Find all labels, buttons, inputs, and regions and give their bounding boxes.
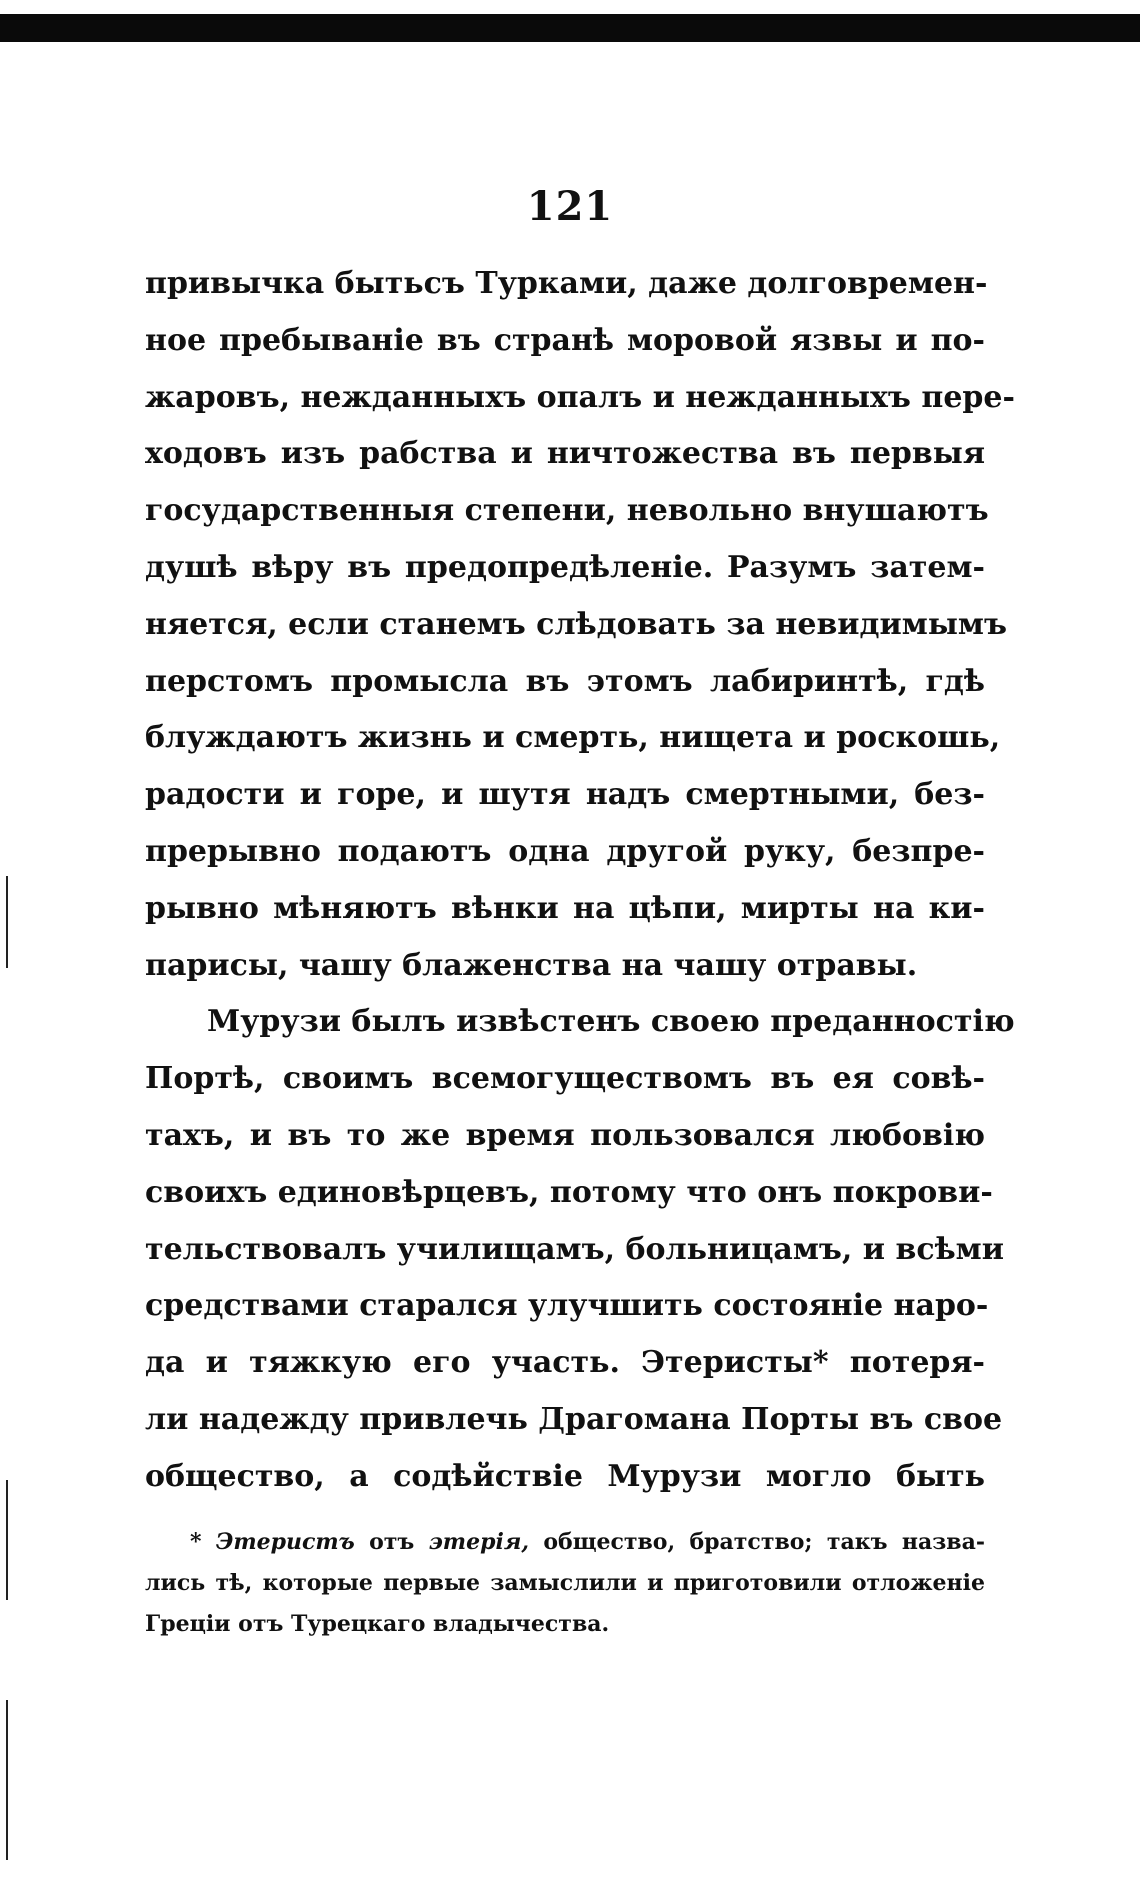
text-line: жаровъ, нежданныхъ опалъ и нежданныхъ пере-: [145, 379, 1015, 415]
text-line: да и тяжкую его участь. Этеристы* потеря-: [145, 1345, 985, 1381]
text-line: ли надежду привлечь Драгомана Порты въ свое: [145, 1401, 1003, 1437]
text-line: няется, если станемъ слѣдовать за невидимымъ: [145, 606, 1007, 642]
text-line: ходовъ изъ рабства и ничтожества въ первыя: [145, 436, 985, 472]
margin-scan-mark: [6, 876, 8, 968]
text-line: тельствовалъ училищамъ, больницамъ, и всѣми: [145, 1231, 1004, 1267]
margin-scan-mark: [6, 1480, 8, 1600]
text-line: Мурузи былъ извѣстенъ своею преданностію: [207, 1004, 1015, 1040]
text-line: рывно мѣняютъ вѣнки на цѣпи, мирты на ки-: [145, 890, 985, 926]
text-line: радости и горе, и шутя надъ смертными, без-: [145, 777, 985, 813]
text-line: средствами старался улучшить состояніе наро-: [145, 1288, 989, 1324]
footnote-term: Этеристъ: [215, 1529, 355, 1555]
margin-scan-mark: [6, 1700, 8, 1860]
body-text: [145, 256, 1015, 1506]
footnote-definition: общество, братство; такъ назва-: [543, 1529, 985, 1555]
footnote-line: [145, 1522, 985, 1563]
footnote: [145, 1522, 985, 1645]
footnote-line: лись тѣ, которые первые замыслили и приготовили отложеніе: [145, 1570, 985, 1596]
footnote-line: Греціи отъ Турецкаго владычества.: [145, 1611, 610, 1637]
text-line: блуждаютъ жизнь и смерть, нищета и роскошь,: [145, 720, 1001, 756]
text-line: тахъ, и въ то же время пользовался любовію: [145, 1117, 985, 1153]
text-line: парисы, чашу блаженства на чашу отравы.: [145, 947, 918, 983]
text-line: общество, а содѣйствіе Мурузи могло быть: [145, 1458, 985, 1494]
text-line: своихъ единовѣрцевъ, потому что онъ покрови-: [145, 1174, 993, 1210]
text-line: перстомъ промысла въ этомъ лабиринтѣ, гдѣ: [145, 663, 985, 699]
footnote-marker: *: [190, 1529, 202, 1555]
text-line: ное пребываніе въ странѣ моровой язвы и по-: [145, 322, 985, 358]
page-number: 121: [526, 183, 614, 230]
text-line: привычка бытьсъ Турками, даже долговремен-: [145, 266, 988, 301]
footnote-from-word: отъ: [369, 1529, 415, 1555]
top-border-rule: [0, 14, 1140, 42]
text-line: государственныя степени, невольно внушаютъ: [145, 493, 989, 529]
footnote-source-term: этерія,: [428, 1529, 529, 1555]
text-line: душѣ вѣру въ предопредѣленіе. Разумъ затем-: [145, 549, 985, 585]
text-line: Портѣ, своимъ всемогуществомъ въ ея совѣ-: [145, 1061, 985, 1097]
text-line: прерывно подаютъ одна другой руку, безпре-: [145, 833, 985, 869]
